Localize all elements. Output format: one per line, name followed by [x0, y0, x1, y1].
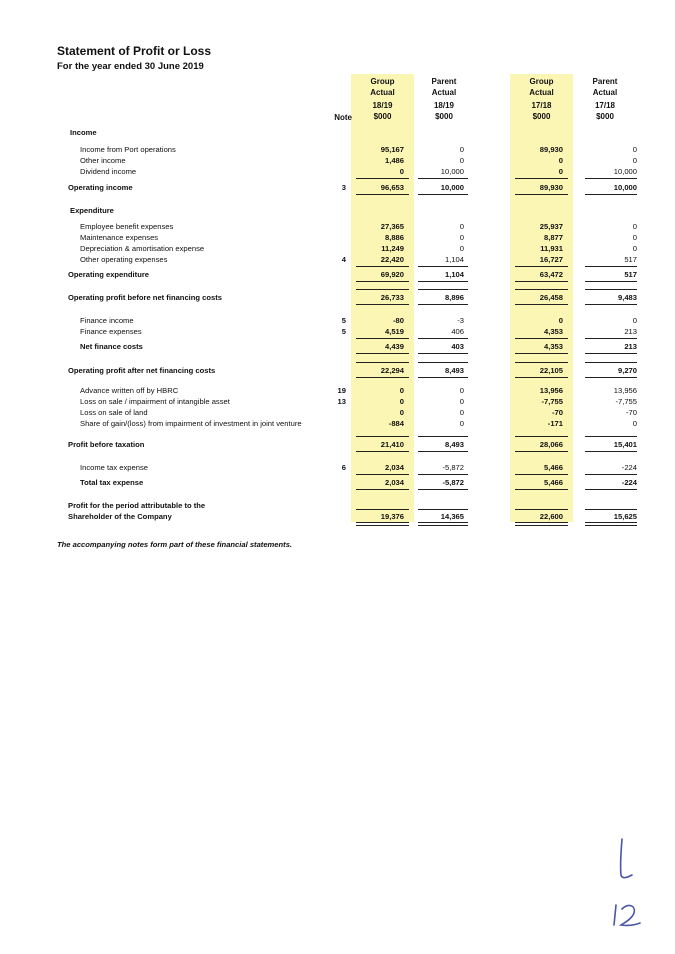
- subtotal-rule: [356, 474, 409, 475]
- table-row: Depreciation & amortisation expense 11,249 0 11,931 0: [80, 244, 637, 253]
- total-row-profit-for-period-line1: Profit for the period attributable to the: [68, 501, 206, 510]
- total-row-operating-profit-before: Operating profit before net financing costs 26,733 8,896 26,458 9,483: [68, 293, 637, 302]
- total-rule: [585, 194, 637, 195]
- subtotal-rule: [418, 436, 468, 437]
- section-heading-expenditure: Expenditure: [70, 206, 114, 215]
- subtotal-rule: [356, 509, 409, 510]
- subtotal-rule: [585, 178, 637, 179]
- table-row: Income from Port operations 95,167 0 89,930 0: [80, 145, 637, 154]
- total-row-profit-for-period: Shareholder of the Company 19,376 14,365 22,600 15,625: [68, 512, 637, 521]
- statement-title: Statement of Profit or Loss: [57, 44, 212, 58]
- total-rule: [356, 353, 409, 354]
- table-row: Other income 1,486 0 0 0: [80, 156, 637, 165]
- table-row: Maintenance expenses 8,886 0 8,877 0: [80, 233, 637, 242]
- column-header-group-1718: Group Actual 17/18 $000: [529, 77, 554, 121]
- table-row: Income tax expense 6 2,034 -5,872 5,466 -224: [80, 463, 637, 472]
- double-underline: [585, 522, 637, 526]
- subtotal-rule: [418, 266, 468, 267]
- subtotal-rule: [515, 474, 568, 475]
- table-row: Finance income 5 -80 -3 0 0: [80, 316, 637, 325]
- subtotal-rule: [418, 178, 468, 179]
- section-heading-income: Income: [70, 128, 97, 137]
- total-rule: [515, 304, 568, 305]
- total-rule: [418, 451, 468, 452]
- total-rule: [356, 489, 409, 490]
- subtotal-rule: [585, 474, 637, 475]
- total-rule: [418, 377, 468, 378]
- total-rule: [515, 194, 568, 195]
- table-row: Dividend income 0 10,000 0 10,000: [80, 167, 637, 176]
- subtotal-rule: [585, 436, 637, 437]
- total-row-operating-expenditure: Operating expenditure 69,920 1,104 63,472 517: [68, 270, 637, 279]
- note-column-header: Note: [334, 113, 352, 122]
- table-row: Loss on sale / impairment of intangible asset 13 0 0 -7,755 -7,755: [80, 397, 637, 406]
- total-rule: [515, 281, 568, 282]
- total-row-profit-before-taxation: Profit before taxation 21,410 8,493 28,066 15,401: [68, 440, 637, 449]
- column-header-parent-1819: Parent Actual 18/19 $000: [431, 77, 457, 121]
- column-header-parent-1718: Parent Actual 17/18 $000: [592, 77, 618, 121]
- total-rule: [356, 304, 409, 305]
- total-rule: [585, 489, 637, 490]
- table-row: Finance expenses 5 4,519 406 4,353 213: [80, 327, 637, 336]
- table-row: Other operating expenses 4 22,420 1,104 16,727 517: [80, 255, 637, 264]
- total-row-total-tax-expense: Total tax expense 2,034 -5,872 5,466 -224: [80, 478, 637, 487]
- subtotal-rule: [356, 266, 409, 267]
- column-header-group-1819: Group Actual 18/19 $000: [370, 77, 395, 121]
- double-underline: [515, 522, 568, 526]
- total-rule: [515, 451, 568, 452]
- double-underline: [356, 522, 409, 526]
- subtotal-rule: [356, 338, 409, 339]
- total-rule: [585, 377, 637, 378]
- total-rule: [515, 377, 568, 378]
- subtotal-rule: [515, 362, 568, 363]
- total-rule: [356, 281, 409, 282]
- subtotal-rule: [515, 436, 568, 437]
- subtotal-rule: [356, 178, 409, 179]
- subtotal-rule: [356, 362, 409, 363]
- subtotal-rule: [515, 266, 568, 267]
- subtotal-rule: [585, 266, 637, 267]
- statement-subtitle: For the year ended 30 June 2019: [57, 61, 204, 72]
- total-row-operating-profit-after: Operating profit after net financing costs 22,294 8,493 22,105 9,270: [68, 366, 637, 375]
- subtotal-rule: [356, 289, 409, 290]
- total-row-net-finance-costs: Net finance costs 4,439 403 4,353 213: [80, 342, 637, 351]
- total-rule: [418, 489, 468, 490]
- total-rule: [585, 281, 637, 282]
- total-rule: [585, 451, 637, 452]
- table-row: Employee benefit expenses 27,365 0 25,937 0: [80, 222, 637, 231]
- subtotal-rule: [356, 436, 409, 437]
- table-row: Advance written off by HBRC 19 0 0 13,956 13,956: [80, 386, 637, 395]
- total-rule: [585, 304, 637, 305]
- subtotal-rule: [418, 289, 468, 290]
- handwritten-initials-mark: [608, 835, 648, 935]
- subtotal-rule: [585, 362, 637, 363]
- subtotal-rule: [585, 338, 637, 339]
- subtotal-rule: [515, 178, 568, 179]
- total-rule: [356, 451, 409, 452]
- total-rule: [418, 281, 468, 282]
- footer-note: The accompanying notes form part of these financial statements.: [57, 540, 293, 549]
- subtotal-rule: [515, 509, 568, 510]
- total-rule: [515, 489, 568, 490]
- subtotal-rule: [585, 509, 637, 510]
- total-rule: [356, 194, 409, 195]
- double-underline: [418, 522, 468, 526]
- total-row-operating-income: Operating income 3 96,653 10,000 89,930 10,000: [68, 183, 637, 192]
- total-rule: [418, 304, 468, 305]
- total-rule: [356, 377, 409, 378]
- table-row: Loss on sale of land 0 0 -70 -70: [80, 408, 637, 417]
- total-rule: [585, 353, 637, 354]
- subtotal-rule: [515, 289, 568, 290]
- subtotal-rule: [418, 338, 468, 339]
- subtotal-rule: [418, 509, 468, 510]
- subtotal-rule: [418, 474, 468, 475]
- total-rule: [515, 353, 568, 354]
- subtotal-rule: [418, 362, 468, 363]
- subtotal-rule: [585, 289, 637, 290]
- total-rule: [418, 194, 468, 195]
- total-rule: [418, 353, 468, 354]
- table-row: Share of gain/(loss) from impairment of investment in joint venture -884 0 -171 0: [80, 419, 637, 428]
- subtotal-rule: [515, 338, 568, 339]
